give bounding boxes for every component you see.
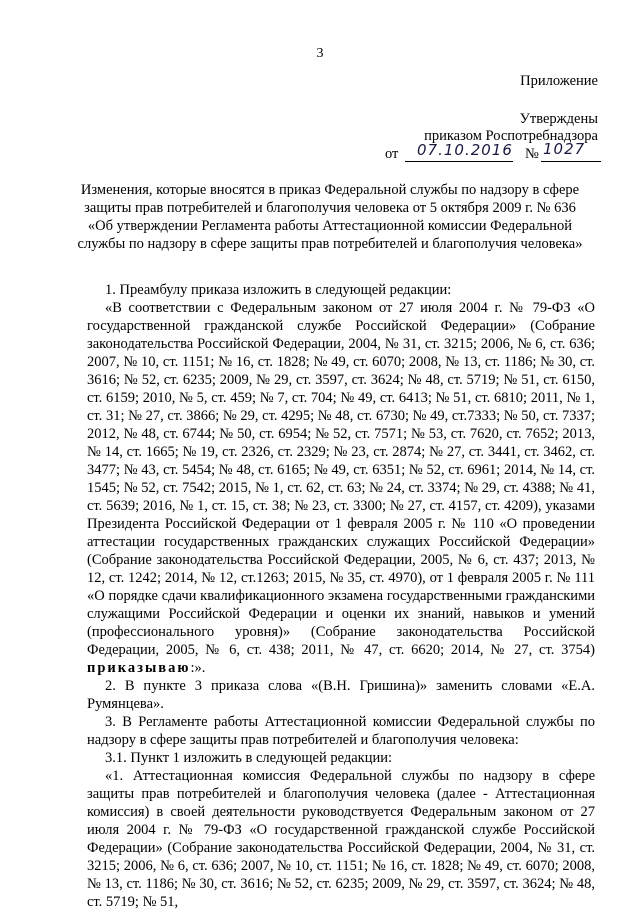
quote-text: «В соответствии с Федеральным законом от 27 июля 2004 г. № 79-ФЗ «О государственной гражданской службе Российской Федерации» (Собрание законодательства Российской Федерации, 2004, № 31, ст. 3215; 2006, № 6, ст. 636; 2007, № 10, ст. 1151; № 16, ст. 1828; № 49, ст. 6070; 2008, № 13, ст. 1186; № 30, ст. 3616; № 52, ст. 6235; 2009, № 29, ст. 3597, ст. 3624; № 48, ст. 5719; № 51, ст. 6150, ст. 6159; 2010, № 5, ст. 459; № 7, ст. 704; № 49, ст. 6413; № 51, ст. 6810; 2011, № 1, ст. 31; № 27, ст. 3866; № 29, ст. 4295; № 48, ст. 6730; № 49, ст.7333; № 50, ст. 7337; 2012, № 48, ст. 6744; № 50, ст. 6954; № 52, ст. 7571; № 53, ст. 7620, ст. 7652; 2013, № 14, ст. 1665; № 19, ст. 2326, ст. 2329; № 23, ст. 2874; № 27, ст. 3441, ст. 3462, ст. 3477; № 43, ст. 5454; № 48, ст. 6165; № 49, ст. 6351; № 52, ст. 6961; 2014, № 14, ст. 1545; № 52, ст. 7542; 2015, № 1, ст. 62, ст. 63; № 24, ст. 3374; № 29, ст. 4388; № 41, ст. 5639; 2016, № 1, ст. 15, ст. 38; № 23, ст. 3300; № 27, ст. 4157, ст. 4209), указами Президента Российской Федерации от 1 февраля 2005 г. № 110 «О проведении аттестации государственных гражданских служащих Российской Федерации» (Собрание законодательства Российской Федерации, 2005, № 6, ст. 437; 2013, № 12, ст. 1242; 2014, № 12, ст.1263; 2015, № 35, ст. 4970), от 1 февраля 2005 г. № 111 «О порядке сдачи квалификационного экзамена государственными гражданскими служащими Российской Федерации и оценки их знаний, навыков и умений (профессионального уровня)» (Собрание законодательства Российской Федерации, 2005, № 6, ст. 438; 2011, № 47, ст. 6620; 2014, № 27, ст. 3754) [87,300,595,658]
order-date-line [385,140,603,162]
document-body [87,281,595,911]
page-number: 3 [316,46,324,61]
handwritten-date: 07.10.2016 [417,141,513,159]
number-prefix: № [525,146,539,162]
title-line: «Об утверждении Регламента работы Аттестационной комиссии Федеральной [87,218,573,234]
paragraph-3-1-quote: «1. Аттестационная комиссия Федеральной службы по надзору в сфере защиты прав потребителей и благополучия человека (далее - Аттестационная комиссия) в своей деятельности руководствуется Федеральным законом от 27 июля 2004 г. № 79-ФЗ «О государственной гражданской службе Российской Федерации» (Собрание законодательства Российской Федерации, 2004, № 31, ст. 3215; 2006, № 6, ст. 636; 2007, № 10, ст. 1151; № 16, ст. 1828; № 49, ст. 6070; 2008, № 13, ст. 1186; № 30, ст. 3616; № 52, ст. 6235; 2009, № 29, ст. 3597, ст. 3624; № 48, ст. 5719; № 51, [87,768,595,910]
number-underline [541,161,601,162]
handwritten-number: 1027 [543,140,586,158]
order-label: приказом Роспотребнадзора [424,128,598,144]
appendix-label: Приложение [520,73,598,89]
paragraph-3: 3. В Регламенте работы Аттестационной комиссии Федеральной службы по надзору в сфере защиты прав потребителей и благополучия человека: [87,714,595,748]
quote-close: :». [190,660,206,676]
title-line: защиты прав потребителей и благополучия человека от 5 октября 2009 г. № 636 [84,200,576,216]
title-line: службы по надзору в сфере защиты прав потребителей и благополучия человека» [77,236,583,252]
paragraph-2: 2. В пункте 3 приказа слова «(В.Н. Гришина)» заменить словами «Е.А. Румянцева». [87,678,595,712]
date-underline [405,161,513,162]
document-title [60,181,600,253]
paragraph-1: 1. Преамбулу приказа изложить в следующей редакции: [105,282,452,298]
title-line: Изменения, которые вносятся в приказ Федеральной службы по надзору в сфере [80,182,580,198]
date-prefix: от [385,146,399,162]
approved-label: Утверждены [519,111,598,127]
spaced-word: приказываю [87,660,191,676]
paragraph-1-quote [87,299,595,677]
paragraph-3-1: 3.1. Пункт 1 изложить в следующей редакции: [105,750,393,766]
